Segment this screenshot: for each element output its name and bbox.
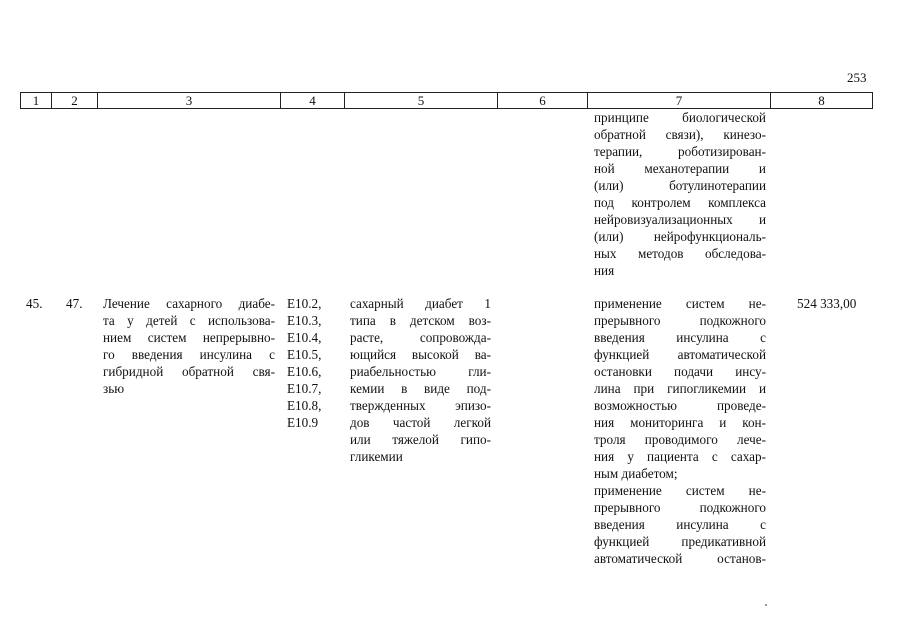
text-line: принципе биологической [594,110,766,125]
header-col-3: 3 [98,93,281,108]
text-line: та у детей с использова- [103,313,275,328]
icd-code: E10.2, [287,296,322,311]
icd-code: E10.5, [287,347,322,362]
icd-code: E10.3, [287,313,322,328]
icd-code: E10.9 [287,415,319,430]
text-line: лина при гипогликемии и [594,381,766,396]
treatment-method [594,295,766,567]
text-line: прерывного подкожного [594,500,766,515]
text-line: расте, сопровожда- [350,330,491,345]
table-header-row [20,92,873,109]
text-line: прерывного подкожного [594,313,766,328]
text-line: ния у пациента с сахар- [594,449,766,464]
icd-code: E10.7, [287,381,322,396]
text-line: под контролем комплекса [594,195,766,210]
text-line: или тяжелой гипо- [350,432,491,447]
text-line: дов частой легкой [350,415,491,430]
scan-speck [765,604,767,606]
header-col-4: 4 [281,93,345,108]
patient-model [350,295,491,465]
text-line: ных методов обследова- [594,246,766,261]
text-line: функцией предикативной [594,534,766,549]
row-number-col2: 47. [66,296,83,311]
text-line: типа в детском воз- [350,313,491,328]
header-col-1: 1 [21,93,52,108]
text-line: введения инсулина с [594,517,766,532]
text-line: ющийся высокой ва- [350,347,491,362]
text-line: применение систем не- [594,296,766,311]
text-line: автоматической останов- [594,551,766,566]
text-line: ным диабетом; [594,466,678,481]
text-line: троля проводимого лече- [594,432,766,447]
text-line: (или) нейрофункциональ- [594,229,766,244]
header-col-7: 7 [588,93,771,108]
icd-codes [287,295,337,431]
text-line: сахарный диабет 1 [350,296,491,311]
text-line: применение систем не- [594,483,766,498]
text-line: терапии, роботизирован- [594,144,766,159]
icd-code: E10.8, [287,398,322,413]
header-col-8: 8 [818,93,825,108]
text-line: ния мониторинга и кон- [594,415,766,430]
text-line: введения инсулина с [594,330,766,345]
header-col-6: 6 [498,93,588,108]
text-line: Лечение сахарного диабе- [103,296,275,311]
text-line: обратной связи), кинезо- [594,127,766,142]
text-line: ния [594,263,615,278]
text-line: возможностью проведе- [594,398,766,413]
text-line: гликемии [350,449,403,464]
text-line: гибридной обратной свя- [103,364,275,379]
cost-value: 524 333,00 [797,296,857,311]
text-line: (или) ботулинотерапии [594,178,766,193]
icd-code: E10.4, [287,330,322,345]
text-line: ной механотерапии и [594,161,766,176]
text-line: го введения инсулина с [103,347,275,362]
text-line: риабельностью гли- [350,364,491,379]
page-number: 253 [847,70,867,85]
row-number-col1: 45. [26,296,43,311]
text-line: нейровизуализационных и [594,212,766,227]
text-line: зью [103,381,125,396]
treatment-name [103,295,275,397]
continuation-col7-text [594,109,766,279]
text-line: кемии в виде под- [350,381,491,396]
text-line: функцией автоматической [594,347,766,362]
text-line: твержденных эпизо- [350,398,491,413]
icd-code: E10.6, [287,364,322,379]
header-col-5: 5 [345,93,498,108]
header-col-2: 2 [52,93,98,108]
text-line: остановки подачи инсу- [594,364,766,379]
text-line: нием систем непрерывно- [103,330,275,345]
